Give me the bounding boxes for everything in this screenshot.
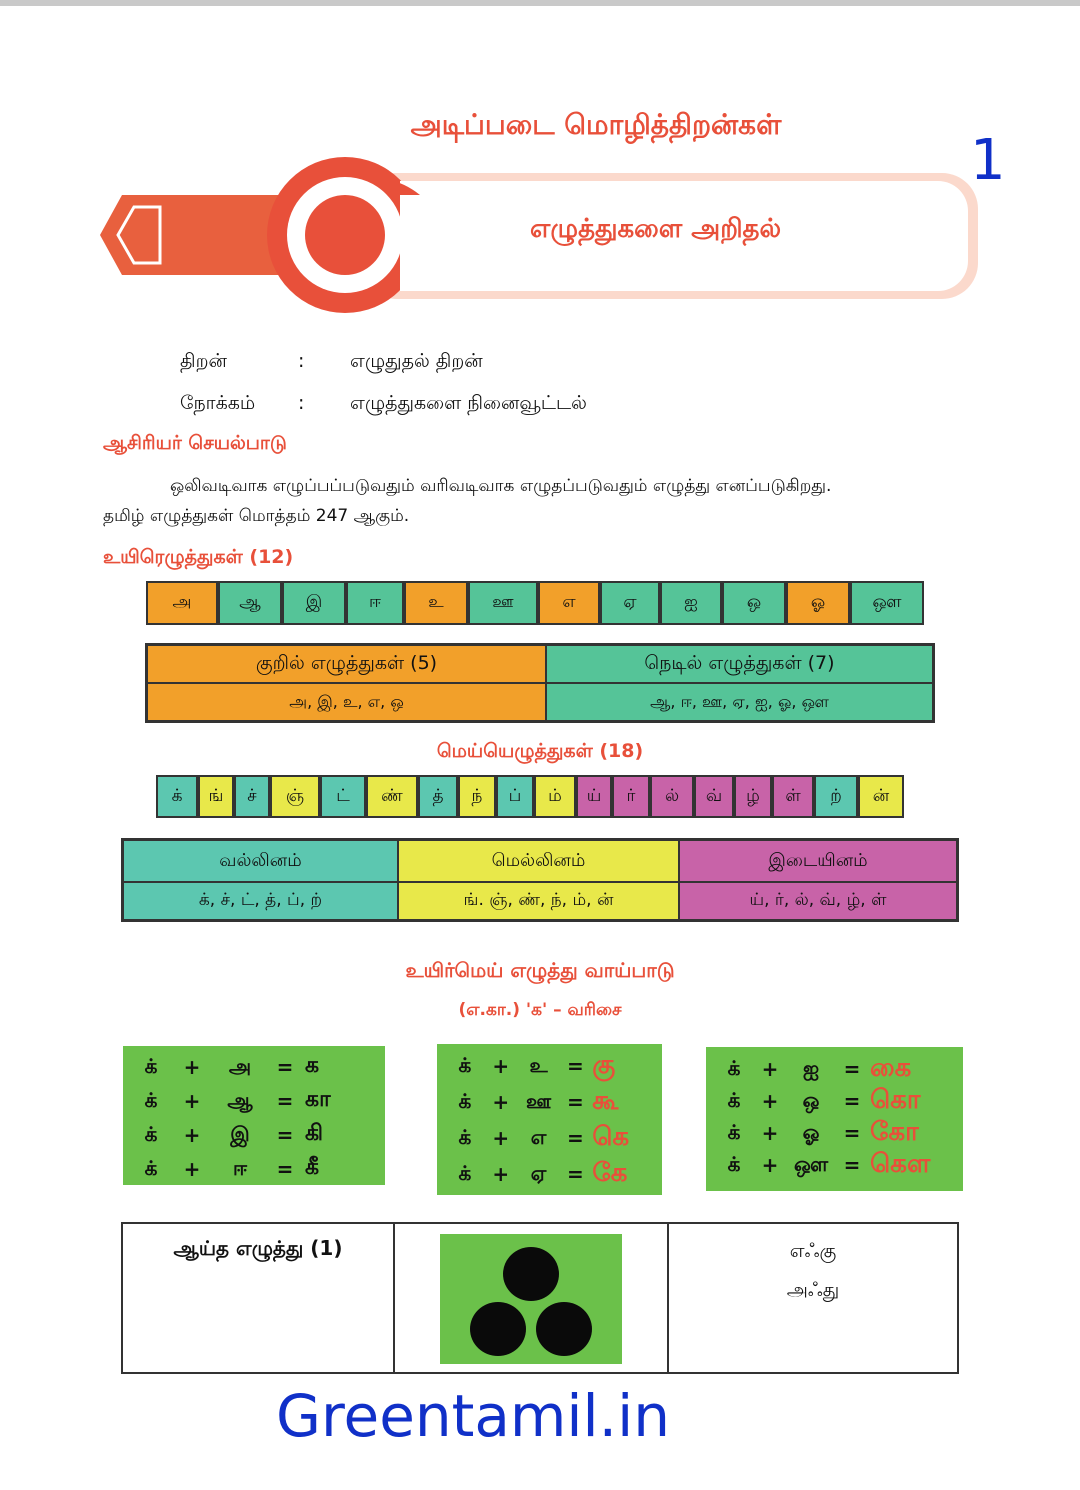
aytham-symbol-cell [395,1224,669,1372]
vowel: ஒ [802,1087,820,1112]
consonant-cell: ன் [858,775,904,818]
vowel: ஔ [793,1151,829,1176]
consonant-strip [156,775,924,818]
meta-skill-value: எழுதுதல் திறன் [350,350,483,372]
consonant-cell: ய் [576,775,612,818]
consonant: க் [144,1053,158,1078]
vowel-cell: ஐ [660,581,722,625]
result-letter: கு [592,1049,616,1080]
long-vowels-list: ஆ, ஈ, ஊ, ஏ, ஐ, ஓ, ஔ [546,683,933,721]
combination-row [133,1152,375,1186]
consonant-cell: ம் [534,775,576,818]
plus-sign: + [761,1089,779,1113]
consonants-heading: மெய்யெழுத்துகள் (18) [436,740,644,762]
site-watermark: Greentamil.in [276,1382,670,1450]
consonant-cell: ட் [320,775,366,818]
equals-sign: = [276,1123,294,1147]
plus-sign: + [183,1123,201,1147]
consonant: க் [727,1119,741,1144]
combination-row [447,1048,652,1084]
consonant: க் [727,1151,741,1176]
aytham-heading-cell [123,1224,395,1372]
consonant-cell: ந் [458,775,496,818]
combination-row [133,1050,375,1084]
short-vowels-list: அ, இ, உ, எ, ஒ [147,683,546,721]
consonant-group-table [121,838,959,922]
combination-row [133,1118,375,1152]
lesson-number: 1 [970,128,1006,193]
consonant-cell: ர் [612,775,650,818]
plus-sign: + [183,1089,201,1113]
consonant: க் [458,1160,472,1185]
combination-row [447,1084,652,1120]
page-title: அடிப்படை மொழித்திறன்கள் [410,108,782,141]
equals-sign: = [276,1089,294,1113]
combination-box-1 [123,1046,385,1185]
vowel: ஏ [530,1160,547,1185]
result-letter: கி [305,1121,324,1146]
vallinam-list: க், ச், ட், த், ப், ற் [123,882,398,920]
result-letter: கொ [870,1084,921,1115]
consonant: க் [727,1087,741,1112]
equals-sign: = [567,1126,584,1150]
uyirmei-subheading: (எ.கா.) 'க' – வரிசை [458,1000,622,1020]
vowel-cell: ஏ [600,581,660,625]
vowel: இ [230,1121,250,1146]
aytham-example-2: அஃது [786,1279,840,1301]
plus-sign: + [492,1054,510,1078]
vowel-cell: அ [146,581,218,625]
consonant: க் [458,1088,472,1113]
vowel-cell: ஔ [850,581,924,625]
vowel-cell: ஓ [786,581,850,625]
equals-sign: = [567,1162,584,1186]
combination-row [716,1085,953,1117]
teacher-activity-line1: ஒலிவடிவாக எழுப்பப்படுவதும் வரிவடிவாக எழுதப்படுவதும் எழுத்து எனப்படுகிறது. [170,476,832,496]
consonant-cell: ற் [814,775,858,818]
aytham-table [121,1222,959,1374]
result-letter: க [305,1053,320,1078]
result-letter: கூ [592,1085,619,1116]
meta-skill-sep: : [298,350,305,372]
consonant-cell: க் [156,775,198,818]
equals-sign: = [843,1089,861,1113]
consonant-cell: ப் [496,775,534,818]
consonant: க் [458,1052,472,1077]
vowels-heading: உயிரெழுத்துகள் (12) [103,546,294,568]
combination-row [447,1120,652,1156]
consonant-cell: ழ் [734,775,772,818]
vowel-cell: எ [538,581,600,625]
result-letter: கா [305,1087,331,1112]
consonant: க் [727,1055,741,1080]
equals-sign: = [843,1057,861,1081]
result-letter: கீ [305,1155,320,1180]
aytham-heading: ஆய்த எழுத்து (1) [173,1236,343,1260]
aytham-example-1: எஃகு [789,1240,837,1262]
mellinam-list: ங். ஞ், ண், ந், ம், ன் [398,882,679,920]
aytham-dots-icon [440,1234,622,1364]
consonant-cell: ச் [234,775,270,818]
combination-row [716,1117,953,1149]
consonant-cell: ஞ் [270,775,320,818]
consonant: க் [458,1124,472,1149]
teacher-activity-line2: தமிழ் எழுத்துகள் மொத்தம் 247 ஆகும். [103,506,410,526]
equals-sign: = [843,1121,861,1145]
plus-sign: + [492,1126,510,1150]
equals-sign: = [843,1153,861,1177]
vowel: எ [530,1124,547,1149]
equals-sign: = [276,1055,294,1079]
mellinam-heading: மெல்லினம் [398,840,679,882]
vowel-cell: ஒ [722,581,786,625]
result-letter: கை [870,1052,912,1083]
vowel: உ [529,1052,548,1077]
plus-sign: + [761,1057,779,1081]
vowel: ஆ [227,1087,253,1112]
vowel-kind-table [145,643,935,723]
uyirmei-heading: உயிர்மெய் எழுத்து வாய்பாடு [405,958,675,982]
result-letter: கோ [870,1116,919,1147]
vowel-strip [146,581,934,625]
result-letter: கௌ [870,1148,931,1179]
long-vowels-heading: நெடில் எழுத்துகள் (7) [546,645,933,683]
combination-box-3 [706,1047,963,1191]
vowel: அ [228,1053,252,1078]
meta-aim-value: எழுத்துகளை நினைவூட்டல் [350,392,587,414]
consonant: க் [144,1155,158,1180]
teacher-activity-heading: ஆசிரியர் செயல்பாடு [103,432,287,454]
idaiyinam-heading: இடையினம் [679,840,957,882]
vowel-cell: ஊ [468,581,538,625]
consonant: க் [144,1087,158,1112]
vowel: ஐ [802,1055,820,1080]
meta-aim-label: நோக்கம் [180,392,256,414]
lesson-title: எழுத்துகளை அறிதல் [530,214,782,244]
vallinam-heading: வல்லினம் [123,840,398,882]
result-letter: கெ [592,1121,630,1152]
idaiyinam-list: ய், ர், ல், வ், ழ், ள் [679,882,957,920]
equals-sign: = [567,1054,584,1078]
consonant-cell: த் [418,775,458,818]
equals-sign: = [567,1090,584,1114]
consonant-cell: ங் [198,775,234,818]
result-letter: கே [592,1157,628,1188]
combination-row [716,1149,953,1181]
vowel: ஊ [525,1088,552,1113]
top-border [0,0,1080,6]
meta-skill-label: திறன் [180,350,227,372]
consonant-cell: ல் [650,775,694,818]
plus-sign: + [183,1157,201,1181]
plus-sign: + [761,1121,779,1145]
vowel: ஓ [802,1119,820,1144]
equals-sign: = [276,1157,294,1181]
consonant-cell: ண் [366,775,418,818]
combination-row [716,1053,953,1085]
short-vowels-heading: குறில் எழுத்துகள் (5) [147,645,546,683]
plus-sign: + [492,1162,510,1186]
consonant: க் [144,1121,158,1146]
vowel-cell: உ [404,581,468,625]
consonant-cell: ள் [772,775,814,818]
consonant-cell: வ் [694,775,734,818]
plus-sign: + [761,1153,779,1177]
combination-box-2 [437,1044,662,1195]
plus-sign: + [183,1055,201,1079]
plus-sign: + [492,1090,510,1114]
vowel-cell: ஆ [218,581,282,625]
meta-aim-sep: : [298,392,305,414]
combination-row [133,1084,375,1118]
aytham-examples-cell [669,1224,957,1372]
vowel-cell: ஈ [346,581,404,625]
vowel: ஈ [232,1155,248,1180]
combination-row [447,1156,652,1192]
vowel-cell: இ [282,581,346,625]
